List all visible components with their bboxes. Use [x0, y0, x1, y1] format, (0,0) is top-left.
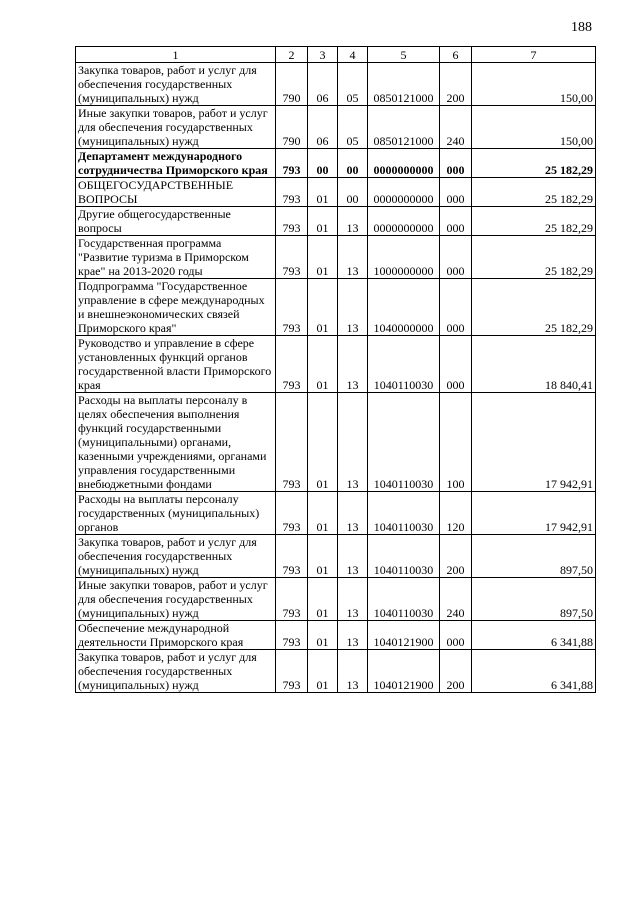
row-name-cell: ОБЩЕГОСУДАРСТВЕННЫЕ ВОПРОСЫ	[76, 178, 276, 207]
row-code-cell: 793	[276, 578, 308, 621]
row-kind-cell: 000	[440, 149, 472, 178]
row-name-cell: Закупка товаров, работ и услуг для обеспечения государственных (муниципальных) нужд	[76, 650, 276, 693]
row-sum-cell: 18 840,41	[472, 336, 596, 393]
row-target-cell: 1040110030	[368, 578, 440, 621]
row-sum-cell: 25 182,29	[472, 279, 596, 336]
row-section-cell: 01	[308, 535, 338, 578]
row-section-cell: 01	[308, 621, 338, 650]
row-code-cell: 793	[276, 650, 308, 693]
row-code-cell: 790	[276, 63, 308, 106]
row-target-cell: 0000000000	[368, 207, 440, 236]
row-subsection-cell: 05	[338, 106, 368, 149]
row-section-cell: 01	[308, 178, 338, 207]
table-row	[76, 621, 596, 650]
table-header-row	[76, 47, 596, 63]
row-kind-cell: 000	[440, 207, 472, 236]
header-cell: 1	[76, 47, 276, 63]
row-kind-cell: 100	[440, 393, 472, 492]
header-cell: 3	[308, 47, 338, 63]
row-target-cell: 1040000000	[368, 279, 440, 336]
row-sum-cell: 25 182,29	[472, 178, 596, 207]
row-name-cell: Иные закупки товаров, работ и услуг для обеспечения государственных (муниципальных) нужд	[76, 578, 276, 621]
row-section-cell: 01	[308, 336, 338, 393]
row-code-cell: 790	[276, 106, 308, 149]
row-sum-cell: 17 942,91	[472, 492, 596, 535]
row-kind-cell: 200	[440, 63, 472, 106]
table-row	[76, 336, 596, 393]
row-code-cell: 793	[276, 279, 308, 336]
row-sum-cell: 6 341,88	[472, 621, 596, 650]
row-subsection-cell: 00	[338, 149, 368, 178]
row-sum-cell: 25 182,29	[472, 207, 596, 236]
row-subsection-cell: 13	[338, 207, 368, 236]
row-code-cell: 793	[276, 336, 308, 393]
row-name-cell: Расходы на выплаты персоналу государственных (муниципальных) органов	[76, 492, 276, 535]
row-kind-cell: 000	[440, 336, 472, 393]
row-sum-cell: 150,00	[472, 63, 596, 106]
row-target-cell: 1040121900	[368, 621, 440, 650]
row-name-cell: Расходы на выплаты персоналу в целях обеспечения выполнения функций государственными (муниципальными) органами, казенными учреждениями, органами управления государственными внебюджетными фондами	[76, 393, 276, 492]
row-subsection-cell: 13	[338, 336, 368, 393]
table-row	[76, 106, 596, 149]
row-target-cell: 1000000000	[368, 236, 440, 279]
row-name-cell: Обеспечение международной деятельности Приморского края	[76, 621, 276, 650]
header-cell: 5	[368, 47, 440, 63]
row-target-cell: 0850121000	[368, 106, 440, 149]
table-row	[76, 578, 596, 621]
table-row	[76, 393, 596, 492]
row-name-cell: Закупка товаров, работ и услуг для обеспечения государственных (муниципальных) нужд	[76, 535, 276, 578]
row-target-cell: 0000000000	[368, 149, 440, 178]
row-sum-cell: 897,50	[472, 578, 596, 621]
row-sum-cell: 897,50	[472, 535, 596, 578]
row-subsection-cell: 13	[338, 578, 368, 621]
row-section-cell: 01	[308, 492, 338, 535]
row-code-cell: 793	[276, 535, 308, 578]
row-code-cell: 793	[276, 207, 308, 236]
row-section-cell: 06	[308, 106, 338, 149]
row-kind-cell: 240	[440, 106, 472, 149]
row-sum-cell: 6 341,88	[472, 650, 596, 693]
header-cell: 4	[338, 47, 368, 63]
row-subsection-cell: 05	[338, 63, 368, 106]
row-section-cell: 01	[308, 578, 338, 621]
row-subsection-cell: 13	[338, 650, 368, 693]
row-section-cell: 00	[308, 149, 338, 178]
table-row	[76, 63, 596, 106]
table-row	[76, 535, 596, 578]
row-sum-cell: 25 182,29	[472, 149, 596, 178]
row-code-cell: 793	[276, 236, 308, 279]
row-name-cell: Государственная программа "Развитие туризма в Приморском крае" на 2013-2020 годы	[76, 236, 276, 279]
header-cell: 2	[276, 47, 308, 63]
row-section-cell: 01	[308, 207, 338, 236]
row-kind-cell: 000	[440, 178, 472, 207]
row-target-cell: 1040110030	[368, 336, 440, 393]
row-code-cell: 793	[276, 393, 308, 492]
row-target-cell: 0000000000	[368, 178, 440, 207]
table-row	[76, 236, 596, 279]
header-cell: 6	[440, 47, 472, 63]
row-code-cell: 793	[276, 492, 308, 535]
row-subsection-cell: 13	[338, 535, 368, 578]
row-section-cell: 06	[308, 63, 338, 106]
row-code-cell: 793	[276, 178, 308, 207]
row-target-cell: 1040110030	[368, 535, 440, 578]
row-code-cell: 793	[276, 621, 308, 650]
row-name-cell: Другие общегосударственные вопросы	[76, 207, 276, 236]
table-row	[76, 149, 596, 178]
header-cell: 7	[472, 47, 596, 63]
row-kind-cell: 000	[440, 236, 472, 279]
row-sum-cell: 150,00	[472, 106, 596, 149]
row-section-cell: 01	[308, 236, 338, 279]
page-number: 188	[571, 20, 592, 35]
row-kind-cell: 120	[440, 492, 472, 535]
row-kind-cell: 200	[440, 535, 472, 578]
row-target-cell: 1040121900	[368, 650, 440, 693]
row-section-cell: 01	[308, 650, 338, 693]
row-code-cell: 793	[276, 149, 308, 178]
table-row	[76, 207, 596, 236]
row-kind-cell: 000	[440, 279, 472, 336]
row-kind-cell: 240	[440, 578, 472, 621]
row-name-cell: Департамент международного сотрудничества Приморского края	[76, 149, 276, 178]
row-name-cell: Иные закупки товаров, работ и услуг для обеспечения государственных (муниципальных) нужд	[76, 106, 276, 149]
row-subsection-cell: 13	[338, 393, 368, 492]
row-subsection-cell: 13	[338, 492, 368, 535]
row-subsection-cell: 13	[338, 236, 368, 279]
table-row	[76, 279, 596, 336]
row-name-cell: Руководство и управление в сфере установленных функций органов государственной власти Приморского края	[76, 336, 276, 393]
row-kind-cell: 000	[440, 621, 472, 650]
table-row	[76, 650, 596, 693]
row-name-cell: Подпрограмма "Государственное управление в сфере международных и внешнеэкономических связей Приморского края"	[76, 279, 276, 336]
row-section-cell: 01	[308, 279, 338, 336]
budget-table	[75, 46, 596, 693]
row-target-cell: 0850121000	[368, 63, 440, 106]
row-sum-cell: 17 942,91	[472, 393, 596, 492]
row-subsection-cell: 13	[338, 279, 368, 336]
row-section-cell: 01	[308, 393, 338, 492]
row-kind-cell: 200	[440, 650, 472, 693]
table-row	[76, 178, 596, 207]
row-target-cell: 1040110030	[368, 492, 440, 535]
table-row	[76, 492, 596, 535]
row-subsection-cell: 00	[338, 178, 368, 207]
row-target-cell: 1040110030	[368, 393, 440, 492]
row-name-cell: Закупка товаров, работ и услуг для обеспечения государственных (муниципальных) нужд	[76, 63, 276, 106]
row-sum-cell: 25 182,29	[472, 236, 596, 279]
row-subsection-cell: 13	[338, 621, 368, 650]
